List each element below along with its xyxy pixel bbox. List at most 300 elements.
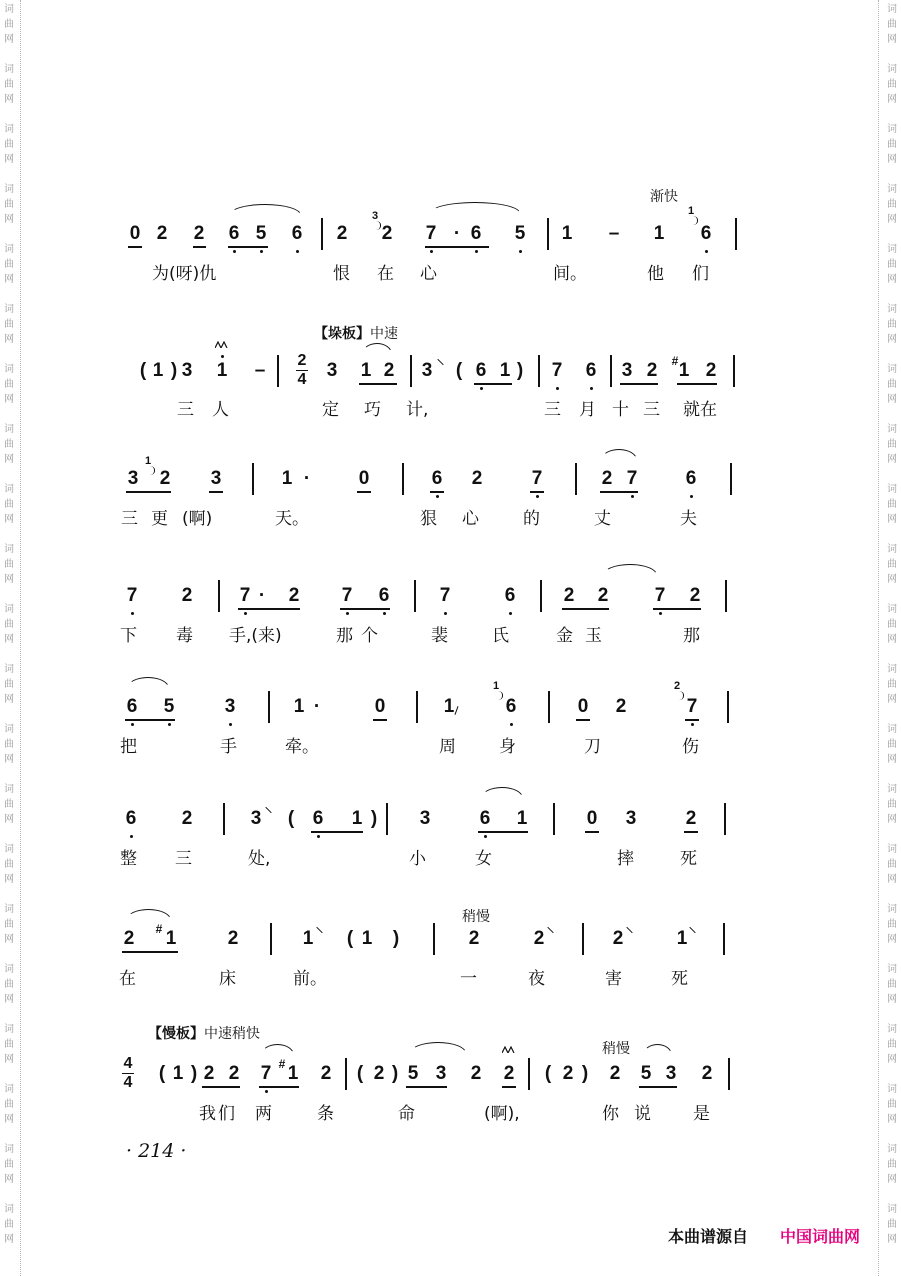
note: 6 xyxy=(378,585,390,606)
dot-below xyxy=(510,723,513,726)
lyric: 两 xyxy=(255,1104,272,1124)
lyric: 牵。 xyxy=(285,737,319,757)
slur xyxy=(643,1044,672,1055)
barline xyxy=(321,218,323,250)
lyric: 手,(来) xyxy=(229,626,282,646)
lyric: 三 xyxy=(177,400,194,420)
watermark-char: 曲 xyxy=(4,439,14,450)
underline xyxy=(125,719,175,721)
underline xyxy=(677,383,717,385)
footer-site-link[interactable]: 中国词曲网 xyxy=(780,1227,861,1246)
barline xyxy=(386,803,388,835)
underline xyxy=(478,831,528,833)
watermark-char: 词 xyxy=(4,124,14,135)
lyric: 夫 xyxy=(680,509,697,529)
note: 6 xyxy=(700,223,712,244)
dot-below xyxy=(383,612,386,615)
dot-below xyxy=(317,835,320,838)
note: 1 xyxy=(678,360,690,381)
dot-below xyxy=(168,723,171,726)
note: 2 xyxy=(609,1063,621,1084)
watermark-char: 曲 xyxy=(4,859,14,870)
note: 3 xyxy=(421,360,433,381)
lyric: 刀 xyxy=(584,737,601,757)
watermark-char: 词 xyxy=(4,1084,14,1095)
tempo-marking: 渐快 xyxy=(650,189,678,205)
slur xyxy=(481,787,523,798)
watermark-char: 词 xyxy=(887,904,897,915)
underline xyxy=(373,719,387,721)
watermark-char: 词 xyxy=(887,184,897,195)
slur xyxy=(362,343,392,354)
note: 2 xyxy=(612,928,624,949)
note: 0 xyxy=(358,468,370,489)
note: 7 xyxy=(239,585,251,606)
lyric: 月 xyxy=(579,400,596,420)
note: 1 xyxy=(216,360,228,381)
underline xyxy=(238,608,300,610)
underline xyxy=(474,383,512,385)
paren: ( xyxy=(455,360,463,381)
score-system-1 xyxy=(0,205,902,284)
grace-tie xyxy=(693,216,698,225)
dot-below xyxy=(691,723,694,726)
note: 1 xyxy=(281,468,293,489)
watermark-char: 曲 xyxy=(4,1159,14,1170)
watermark-char: 曲 xyxy=(887,319,897,330)
lyric: 一 xyxy=(460,969,477,989)
note: 6 xyxy=(312,808,324,829)
breath-mark xyxy=(437,359,443,365)
underline xyxy=(576,719,590,721)
dot-below xyxy=(346,612,349,615)
note: 6 xyxy=(470,223,482,244)
note: 7 xyxy=(654,585,666,606)
slur xyxy=(261,1044,294,1055)
watermark-char: 曲 xyxy=(887,679,897,690)
note: 2 xyxy=(615,696,627,717)
grace-note: 3 xyxy=(371,210,379,222)
watermark-char: 曲 xyxy=(887,1099,897,1110)
watermark-char: 词 xyxy=(887,64,897,75)
lyric: 更 xyxy=(151,509,168,529)
watermark-char: 词 xyxy=(4,724,14,735)
breath-mark xyxy=(454,706,458,715)
barline xyxy=(528,1058,530,1090)
time-signature-top: 4 xyxy=(123,1055,133,1072)
note: 2 xyxy=(336,223,348,244)
lyric: 人 xyxy=(212,400,229,420)
slur xyxy=(430,202,520,213)
note: 6 xyxy=(125,808,137,829)
note: 2 xyxy=(203,1063,215,1084)
tempo-marking: 稍慢 xyxy=(462,909,490,925)
grace-tie xyxy=(150,466,155,475)
paren: ( xyxy=(346,928,354,949)
dash: – xyxy=(608,223,620,244)
lyric: 前。 xyxy=(293,969,327,989)
note: 2 xyxy=(597,585,609,606)
watermark-char: 曲 xyxy=(887,139,897,150)
lyric: 命 xyxy=(398,1104,415,1124)
lyric: 在 xyxy=(119,969,136,989)
barline xyxy=(735,218,737,250)
watermark-char: 曲 xyxy=(4,679,14,690)
barline xyxy=(270,923,272,955)
lyric: 下 xyxy=(120,626,137,646)
slur xyxy=(603,564,657,575)
watermark-char: 词 xyxy=(4,484,14,495)
watermark-char: 词 xyxy=(4,364,14,375)
watermark-char: 曲 xyxy=(4,139,14,150)
underline xyxy=(202,1086,240,1088)
section-tempo: 中速 xyxy=(370,326,398,342)
watermark-char: 曲 xyxy=(4,79,14,90)
watermark-char: 词 xyxy=(4,4,14,15)
lyric: 心 xyxy=(462,509,479,529)
barline xyxy=(416,691,418,723)
watermark-char: 曲 xyxy=(887,499,897,510)
dot-below xyxy=(130,835,133,838)
watermark-char: 词 xyxy=(887,124,897,135)
paren: ) xyxy=(170,360,178,381)
note: 0 xyxy=(586,808,598,829)
score-system-8 xyxy=(0,1055,902,1124)
underline xyxy=(357,491,371,493)
underline xyxy=(228,246,268,248)
lyric: 是 xyxy=(693,1104,710,1124)
augmentation-dot: · xyxy=(258,585,266,606)
note: 2 xyxy=(156,223,168,244)
note: 6 xyxy=(475,360,487,381)
underline xyxy=(502,1086,516,1088)
note: 6 xyxy=(291,223,303,244)
watermark-char: 词 xyxy=(887,1204,897,1215)
note: 2 xyxy=(533,928,545,949)
barline xyxy=(727,691,729,723)
barline xyxy=(538,355,540,387)
slur xyxy=(127,677,169,688)
note: 5 xyxy=(163,696,175,717)
note: 3 xyxy=(250,808,262,829)
lyric: 定 xyxy=(322,400,339,420)
note: 1 xyxy=(293,696,305,717)
barline xyxy=(733,355,735,387)
watermark-char: 词 xyxy=(887,1084,897,1095)
underline xyxy=(430,491,444,493)
watermark-char: 网 xyxy=(887,574,897,585)
barline xyxy=(414,580,416,612)
note: 2 xyxy=(601,468,613,489)
watermark-char: 网 xyxy=(4,1054,14,1065)
watermark-char: 网 xyxy=(887,94,897,105)
watermark-char: 网 xyxy=(887,514,897,525)
note: 2 xyxy=(288,585,300,606)
breath-mark xyxy=(316,927,322,933)
section-label: 【垛板】 xyxy=(314,326,370,342)
note: 0 xyxy=(129,223,141,244)
augmentation-dot: · xyxy=(453,223,461,244)
note: 2 xyxy=(193,223,205,244)
barline xyxy=(724,803,726,835)
note: 2 xyxy=(381,223,393,244)
paren: ( xyxy=(544,1063,552,1084)
note: 1 xyxy=(443,696,455,717)
dot-below xyxy=(430,250,433,253)
underline xyxy=(585,831,599,833)
watermark-char: 网 xyxy=(887,454,897,465)
dot-below xyxy=(444,612,447,615)
lyric: 说 xyxy=(634,1104,651,1124)
underline xyxy=(406,1086,447,1088)
lyric: 你 xyxy=(602,1104,619,1124)
note: 6 xyxy=(685,468,697,489)
watermark-char: 曲 xyxy=(4,799,14,810)
watermark-char: 曲 xyxy=(4,559,14,570)
footer-source-label: 本曲谱源自 xyxy=(668,1227,749,1246)
note: 2 xyxy=(320,1063,332,1084)
watermark-char: 网 xyxy=(887,754,897,765)
lyric: 三 xyxy=(175,849,192,869)
lyric: 害 xyxy=(605,969,622,989)
note: 1 xyxy=(499,360,511,381)
lyric: 我们 xyxy=(199,1104,237,1124)
watermark-char: 网 xyxy=(887,214,897,225)
watermark-char: 词 xyxy=(4,904,14,915)
note: 5 xyxy=(514,223,526,244)
note: 2 xyxy=(471,468,483,489)
barline xyxy=(410,355,412,387)
watermark-char: 曲 xyxy=(887,79,897,90)
score-system-4 xyxy=(0,585,902,646)
underline xyxy=(620,383,658,385)
dot-below xyxy=(229,723,232,726)
paren: ) xyxy=(392,928,400,949)
note: 5 xyxy=(407,1063,419,1084)
note: 0 xyxy=(577,696,589,717)
underline xyxy=(122,951,178,953)
watermark-char: 词 xyxy=(887,1024,897,1035)
lyric: 就在 xyxy=(683,400,717,420)
watermark-char: 网 xyxy=(887,334,897,345)
lyric: 的 xyxy=(523,509,540,529)
barline xyxy=(402,463,404,495)
watermark-char: 曲 xyxy=(4,499,14,510)
mordent-mark xyxy=(502,1046,515,1053)
barline xyxy=(723,923,725,955)
barline xyxy=(728,1058,730,1090)
watermark-char: 曲 xyxy=(887,619,897,630)
page-number: · 214 · xyxy=(126,1140,187,1162)
underline xyxy=(562,608,609,610)
breath-mark xyxy=(547,927,553,933)
dot-below xyxy=(484,835,487,838)
watermark-char: 网 xyxy=(4,34,14,45)
lyric: (啊) xyxy=(182,509,213,529)
grace-note: 2 xyxy=(673,680,681,692)
barline xyxy=(268,691,270,723)
note: 1 xyxy=(287,1063,299,1084)
note: 5 xyxy=(255,223,267,244)
note: 2 xyxy=(159,468,171,489)
watermark-char: 词 xyxy=(887,1144,897,1155)
note: 3 xyxy=(621,360,633,381)
watermark-char: 词 xyxy=(887,4,897,15)
note: 3 xyxy=(224,696,236,717)
note: 2 xyxy=(181,585,193,606)
note: 3 xyxy=(127,468,139,489)
dot-below xyxy=(233,250,236,253)
note: 2 xyxy=(228,1063,240,1084)
note: 2 xyxy=(227,928,239,949)
watermark-char: 网 xyxy=(4,1114,14,1125)
grace-note: 1 xyxy=(492,680,500,692)
dot-below xyxy=(436,495,439,498)
paren: ) xyxy=(391,1063,399,1084)
section-label: 【慢板】 xyxy=(148,1026,204,1042)
watermark-char: 词 xyxy=(4,244,14,255)
barline xyxy=(345,1058,347,1090)
note: 1 xyxy=(516,808,528,829)
watermark-char: 网 xyxy=(4,394,14,405)
note: 2 xyxy=(646,360,658,381)
underline xyxy=(425,246,489,248)
watermark-char: 曲 xyxy=(887,1159,897,1170)
paren: ) xyxy=(190,1063,198,1084)
note: 2 xyxy=(689,585,701,606)
note: 2 xyxy=(562,1063,574,1084)
augmentation-dot: · xyxy=(313,696,321,717)
underline xyxy=(259,1086,299,1088)
lyric: 金玉 xyxy=(556,626,614,646)
tempo-marking: 稍慢 xyxy=(602,1041,630,1057)
watermark-char: 词 xyxy=(4,1024,14,1035)
watermark-char: 网 xyxy=(4,274,14,285)
watermark-char: 曲 xyxy=(4,1219,14,1230)
lyric: 身 xyxy=(499,737,516,757)
paren: ( xyxy=(356,1063,364,1084)
watermark-char: 词 xyxy=(887,964,897,975)
grace-note: 1 xyxy=(687,205,695,217)
watermark-char: 网 xyxy=(4,94,14,105)
watermark-char: 词 xyxy=(4,664,14,675)
note: 3 xyxy=(419,808,431,829)
right-dotted-margin-line xyxy=(878,0,879,1276)
watermark-char: 网 xyxy=(887,934,897,945)
underline xyxy=(639,1086,677,1088)
note: 7 xyxy=(439,585,451,606)
watermark-char: 网 xyxy=(4,874,14,885)
watermark-char: 曲 xyxy=(887,1039,897,1050)
note: 7 xyxy=(531,468,543,489)
underline xyxy=(684,831,698,833)
watermark-char: 曲 xyxy=(887,439,897,450)
barline xyxy=(218,580,220,612)
dot-below xyxy=(131,723,134,726)
lyric: 计, xyxy=(406,400,429,420)
lyric: 氏 xyxy=(492,626,509,646)
slur xyxy=(126,909,171,920)
section-tempo: 中速稍快 xyxy=(204,1026,260,1042)
lyric: 毒 xyxy=(176,626,193,646)
lyric: 女 xyxy=(475,849,492,869)
note: 5 xyxy=(640,1063,652,1084)
note: 2 xyxy=(468,928,480,949)
paren: ( xyxy=(287,808,295,829)
watermark-char: 曲 xyxy=(887,919,897,930)
dot-below xyxy=(519,250,522,253)
underline xyxy=(126,491,171,493)
lyric: 小 xyxy=(409,849,426,869)
note: 2 xyxy=(685,808,697,829)
watermark-char: 词 xyxy=(4,1204,14,1215)
dot-below xyxy=(690,495,693,498)
watermark-char: 词 xyxy=(4,844,14,855)
watermark-char: 网 xyxy=(4,1174,14,1185)
time-signature-top: 2 xyxy=(297,352,307,369)
watermark-char: 词 xyxy=(887,244,897,255)
lyric: 天。 xyxy=(275,509,309,529)
dot-below xyxy=(244,612,247,615)
dot-below xyxy=(509,612,512,615)
note: 1 xyxy=(561,223,573,244)
note: 2 xyxy=(373,1063,385,1084)
lyric: 心 xyxy=(420,264,437,284)
watermark-char: 曲 xyxy=(4,919,14,930)
watermark-char: 曲 xyxy=(4,739,14,750)
lyric: 为(呀)仇 xyxy=(152,264,217,284)
dot-below xyxy=(536,495,539,498)
watermark-char: 曲 xyxy=(4,319,14,330)
score-system-3 xyxy=(0,455,902,529)
barline xyxy=(540,580,542,612)
grace-note: 1 xyxy=(144,455,152,467)
note: 2 xyxy=(383,360,395,381)
dot-below xyxy=(265,1090,268,1093)
note: 7 xyxy=(626,468,638,489)
watermark-char: 网 xyxy=(4,634,14,645)
lyric: 整 xyxy=(120,849,137,869)
watermark-char: 词 xyxy=(4,964,14,975)
barline xyxy=(610,355,612,387)
watermark-char: 曲 xyxy=(4,979,14,990)
lyric: 恨 xyxy=(333,264,350,284)
dot-below xyxy=(260,250,263,253)
lyric: 三 xyxy=(121,509,138,529)
section-header xyxy=(148,1026,260,1042)
barline xyxy=(730,463,732,495)
watermark-char: 词 xyxy=(4,424,14,435)
watermark-char: 曲 xyxy=(887,379,897,390)
watermark-char: 网 xyxy=(4,814,14,825)
note: 6 xyxy=(504,585,516,606)
note: 6 xyxy=(585,360,597,381)
watermark-char: 曲 xyxy=(4,1039,14,1050)
score-system-2 xyxy=(0,352,902,420)
dot-below xyxy=(590,387,593,390)
watermark-char: 词 xyxy=(887,364,897,375)
watermark-char: 网 xyxy=(887,1234,897,1245)
note: 2 xyxy=(181,808,193,829)
lyric: 床 xyxy=(219,969,236,989)
watermark-char: 词 xyxy=(887,544,897,555)
barline xyxy=(553,803,555,835)
breath-mark xyxy=(265,807,271,813)
watermark-char: 曲 xyxy=(887,739,897,750)
watermark-char: 词 xyxy=(4,544,14,555)
lyric: 三 xyxy=(544,400,561,420)
note: 2 xyxy=(563,585,575,606)
